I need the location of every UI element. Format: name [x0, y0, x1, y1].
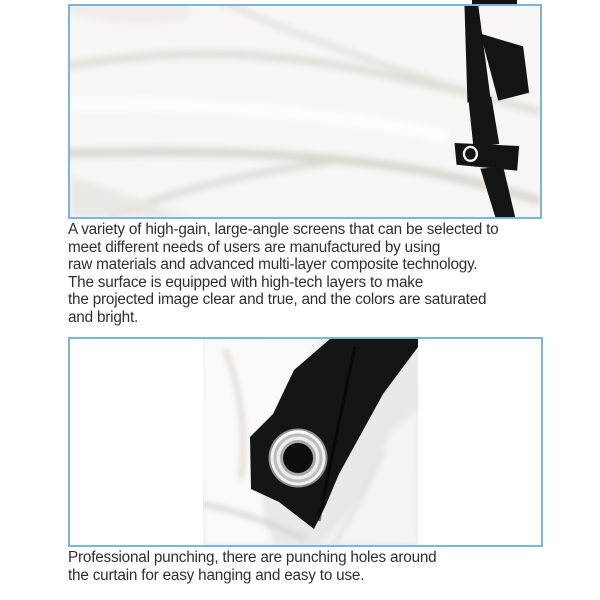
caption-line: raw materials and advanced multi-layer composite technology.: [68, 256, 478, 274]
grommet-closeup-photo: [203, 339, 418, 545]
grommet-closeup-image: [203, 339, 418, 545]
grommet-icon: [269, 429, 328, 488]
caption-line: the projected image clear and true, and the colors are saturated: [68, 291, 487, 309]
caption-line: A variety of high-gain, large-angle screens that can be selected to: [68, 221, 499, 238]
caption-line: Professional punching, there are punching holes around: [68, 549, 437, 566]
screen-description-text: [68, 221, 498, 327]
screen-fabric-photo-frame: [68, 4, 542, 219]
caption-line: meet different needs of users are manufactured by using: [68, 238, 441, 256]
screen-fabric-photo: [70, 6, 540, 217]
caption-line: The surface is equipped with high-tech layers to make: [68, 273, 424, 291]
punching-description-text: [68, 549, 437, 584]
grommet-photo-frame: [68, 337, 543, 547]
caption-line: the curtain for easy hanging and easy to use.: [68, 566, 365, 584]
caption-line: and bright.: [68, 308, 139, 326]
